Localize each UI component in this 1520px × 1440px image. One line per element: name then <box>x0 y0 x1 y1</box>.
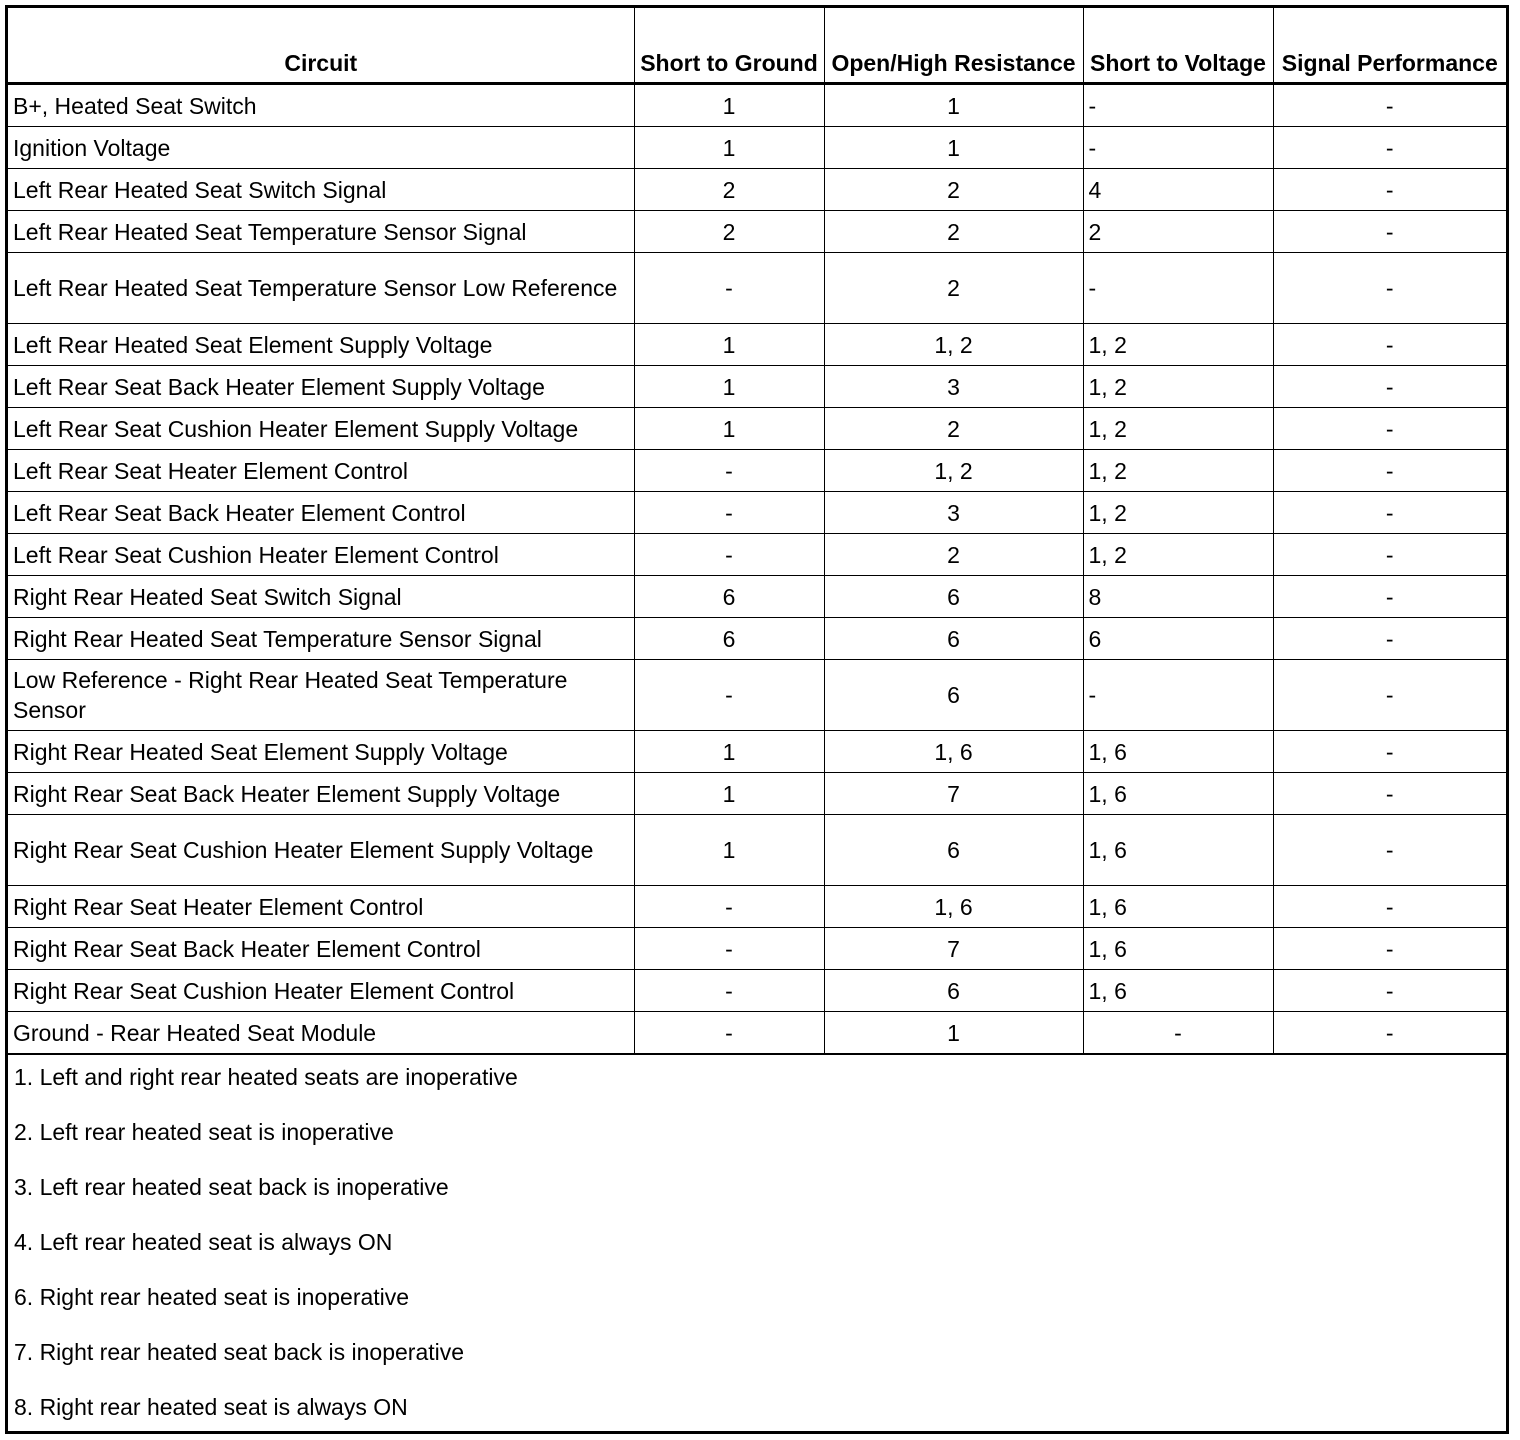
circuit-cell: Ground - Rear Heated Seat Module <box>8 1012 634 1054</box>
table-row <box>8 253 1506 324</box>
table-row <box>8 1012 1506 1054</box>
short-to-voltage-cell: - <box>1083 660 1273 731</box>
short-to-ground-cell: 2 <box>634 169 824 211</box>
table-row <box>8 773 1506 815</box>
circuit-cell: Right Rear Heated Seat Switch Signal <box>8 576 634 618</box>
open-high-resistance-cell: 3 <box>824 366 1083 408</box>
circuit-cell: Left Rear Seat Heater Element Control <box>8 450 634 492</box>
short-to-ground-cell: - <box>634 970 824 1012</box>
short-to-ground-cell: - <box>634 492 824 534</box>
short-to-voltage-cell: 1, 6 <box>1083 886 1273 928</box>
signal-performance-cell: - <box>1273 534 1506 576</box>
signal-performance-cell: - <box>1273 324 1506 366</box>
short-to-ground-cell: - <box>634 253 824 324</box>
open-high-resistance-cell: 6 <box>824 970 1083 1012</box>
circuit-cell: Left Rear Seat Cushion Heater Element Control <box>8 534 634 576</box>
circuit-cell: Left Rear Seat Back Heater Element Control <box>8 492 634 534</box>
table-row <box>8 660 1506 731</box>
header-open-high-resistance: Open/High Resistance <box>824 8 1083 84</box>
open-high-resistance-cell: 1, 6 <box>824 731 1083 773</box>
table-row <box>8 450 1506 492</box>
circuit-cell: Right Rear Heated Seat Temperature Sensor Signal <box>8 618 634 660</box>
short-to-ground-cell: 6 <box>634 618 824 660</box>
short-to-voltage-cell: 8 <box>1083 576 1273 618</box>
table-row <box>8 211 1506 253</box>
short-to-ground-cell: - <box>634 886 824 928</box>
table-row <box>8 928 1506 970</box>
open-high-resistance-cell: 2 <box>824 534 1083 576</box>
footnote: 4. Left rear heated seat is always ON <box>14 1229 393 1255</box>
circuit-cell: Left Rear Heated Seat Temperature Sensor Low Reference <box>8 253 634 324</box>
table-header-row <box>8 8 1506 84</box>
short-to-ground-cell: 1 <box>634 773 824 815</box>
short-to-ground-cell: 1 <box>634 815 824 886</box>
signal-performance-cell: - <box>1273 450 1506 492</box>
short-to-voltage-cell: 1, 2 <box>1083 534 1273 576</box>
circuit-cell: Left Rear Seat Back Heater Element Supply Voltage <box>8 366 634 408</box>
signal-performance-cell: - <box>1273 576 1506 618</box>
short-to-voltage-cell: 1, 2 <box>1083 450 1273 492</box>
short-to-voltage-cell: - <box>1083 127 1273 169</box>
table-row <box>8 815 1506 886</box>
table-row <box>8 731 1506 773</box>
short-to-ground-cell: 1 <box>634 324 824 366</box>
table-row <box>8 618 1506 660</box>
footnote: 2. Left rear heated seat is inoperative <box>14 1119 394 1145</box>
table-row <box>8 84 1506 127</box>
open-high-resistance-cell: 2 <box>824 211 1083 253</box>
open-high-resistance-cell: 2 <box>824 253 1083 324</box>
short-to-ground-cell: - <box>634 1012 824 1054</box>
circuit-cell: Right Rear Seat Heater Element Control <box>8 886 634 928</box>
header-circuit: Circuit <box>8 8 634 84</box>
signal-performance-cell: - <box>1273 408 1506 450</box>
signal-performance-cell: - <box>1273 169 1506 211</box>
circuit-cell: Low Reference - Right Rear Heated Seat Temperature Sensor <box>8 660 634 731</box>
footnote: 3. Left rear heated seat back is inoperative <box>14 1174 449 1200</box>
short-to-ground-cell: 1 <box>634 731 824 773</box>
circuit-cell: B+, Heated Seat Switch <box>8 84 634 127</box>
short-to-voltage-cell: - <box>1083 1012 1273 1054</box>
short-to-voltage-cell: 1, 2 <box>1083 324 1273 366</box>
short-to-voltage-cell: 1, 6 <box>1083 970 1273 1012</box>
circuit-cell: Ignition Voltage <box>8 127 634 169</box>
footnote: 6. Right rear heated seat is inoperative <box>14 1284 410 1310</box>
short-to-voltage-cell: - <box>1083 253 1273 324</box>
open-high-resistance-cell: 6 <box>824 660 1083 731</box>
short-to-voltage-cell: 1, 2 <box>1083 366 1273 408</box>
circuit-cell: Right Rear Seat Cushion Heater Element Supply Voltage <box>8 815 634 886</box>
signal-performance-cell: - <box>1273 815 1506 886</box>
short-to-ground-cell: 1 <box>634 408 824 450</box>
short-to-voltage-cell: 1, 2 <box>1083 408 1273 450</box>
short-to-ground-cell: - <box>634 534 824 576</box>
short-to-voltage-cell: 1, 6 <box>1083 731 1273 773</box>
circuit-cell: Left Rear Heated Seat Temperature Sensor Signal <box>8 211 634 253</box>
footnote: 8. Right rear heated seat is always ON <box>14 1394 408 1420</box>
table-row <box>8 408 1506 450</box>
open-high-resistance-cell: 2 <box>824 169 1083 211</box>
short-to-voltage-cell: 1, 6 <box>1083 773 1273 815</box>
table-row <box>8 366 1506 408</box>
short-to-ground-cell: - <box>634 660 824 731</box>
open-high-resistance-cell: 7 <box>824 773 1083 815</box>
open-high-resistance-cell: 1, 6 <box>824 886 1083 928</box>
table-body <box>8 84 1506 1054</box>
signal-performance-cell: - <box>1273 1012 1506 1054</box>
open-high-resistance-cell: 6 <box>824 815 1083 886</box>
circuit-cell: Right Rear Seat Back Heater Element Supply Voltage <box>8 773 634 815</box>
open-high-resistance-cell: 1, 2 <box>824 450 1083 492</box>
diagnostic-table-frame <box>5 5 1509 1434</box>
short-to-voltage-cell: 1, 6 <box>1083 928 1273 970</box>
short-to-voltage-cell: 1, 2 <box>1083 492 1273 534</box>
signal-performance-cell: - <box>1273 253 1506 324</box>
table-row <box>8 886 1506 928</box>
signal-performance-cell: - <box>1273 886 1506 928</box>
signal-performance-cell: - <box>1273 618 1506 660</box>
open-high-resistance-cell: 2 <box>824 408 1083 450</box>
table-row <box>8 169 1506 211</box>
short-to-voltage-cell: 2 <box>1083 211 1273 253</box>
circuit-fault-table <box>8 8 1506 1054</box>
short-to-ground-cell: 1 <box>634 127 824 169</box>
signal-performance-cell: - <box>1273 970 1506 1012</box>
header-short-to-ground: Short to Ground <box>634 8 824 84</box>
open-high-resistance-cell: 1, 2 <box>824 324 1083 366</box>
open-high-resistance-cell: 7 <box>824 928 1083 970</box>
open-high-resistance-cell: 3 <box>824 492 1083 534</box>
table-row <box>8 492 1506 534</box>
short-to-voltage-cell: - <box>1083 84 1273 127</box>
circuit-cell: Left Rear Heated Seat Element Supply Voltage <box>8 324 634 366</box>
header-short-to-voltage: Short to Voltage <box>1083 8 1273 84</box>
circuit-cell: Right Rear Heated Seat Element Supply Voltage <box>8 731 634 773</box>
circuit-cell: Right Rear Seat Back Heater Element Control <box>8 928 634 970</box>
table-row <box>8 576 1506 618</box>
short-to-ground-cell: - <box>634 928 824 970</box>
header-signal-performance: Signal Performance <box>1273 8 1506 84</box>
short-to-voltage-cell: 6 <box>1083 618 1273 660</box>
signal-performance-cell: - <box>1273 731 1506 773</box>
short-to-voltage-cell: 4 <box>1083 169 1273 211</box>
short-to-ground-cell: 2 <box>634 211 824 253</box>
signal-performance-cell: - <box>1273 84 1506 127</box>
open-high-resistance-cell: 1 <box>824 127 1083 169</box>
signal-performance-cell: - <box>1273 366 1506 408</box>
short-to-ground-cell: 1 <box>634 366 824 408</box>
open-high-resistance-cell: 6 <box>824 576 1083 618</box>
footnotes <box>8 1054 1506 1440</box>
open-high-resistance-cell: 1 <box>824 1012 1083 1054</box>
signal-performance-cell: - <box>1273 660 1506 731</box>
table-row <box>8 970 1506 1012</box>
footnote: 7. Right rear heated seat back is inoperative <box>14 1339 465 1365</box>
signal-performance-cell: - <box>1273 492 1506 534</box>
short-to-voltage-cell: 1, 6 <box>1083 815 1273 886</box>
circuit-cell: Left Rear Seat Cushion Heater Element Supply Voltage <box>8 408 634 450</box>
footnote: 1. Left and right rear heated seats are inoperative <box>14 1064 518 1090</box>
open-high-resistance-cell: 6 <box>824 618 1083 660</box>
circuit-cell: Right Rear Seat Cushion Heater Element Control <box>8 970 634 1012</box>
open-high-resistance-cell: 1 <box>824 84 1083 127</box>
circuit-cell: Left Rear Heated Seat Switch Signal <box>8 169 634 211</box>
table-row <box>8 127 1506 169</box>
short-to-ground-cell: 6 <box>634 576 824 618</box>
short-to-ground-cell: 1 <box>634 84 824 127</box>
table-row <box>8 324 1506 366</box>
signal-performance-cell: - <box>1273 773 1506 815</box>
short-to-ground-cell: - <box>634 450 824 492</box>
signal-performance-cell: - <box>1273 928 1506 970</box>
table-row <box>8 534 1506 576</box>
signal-performance-cell: - <box>1273 127 1506 169</box>
signal-performance-cell: - <box>1273 211 1506 253</box>
